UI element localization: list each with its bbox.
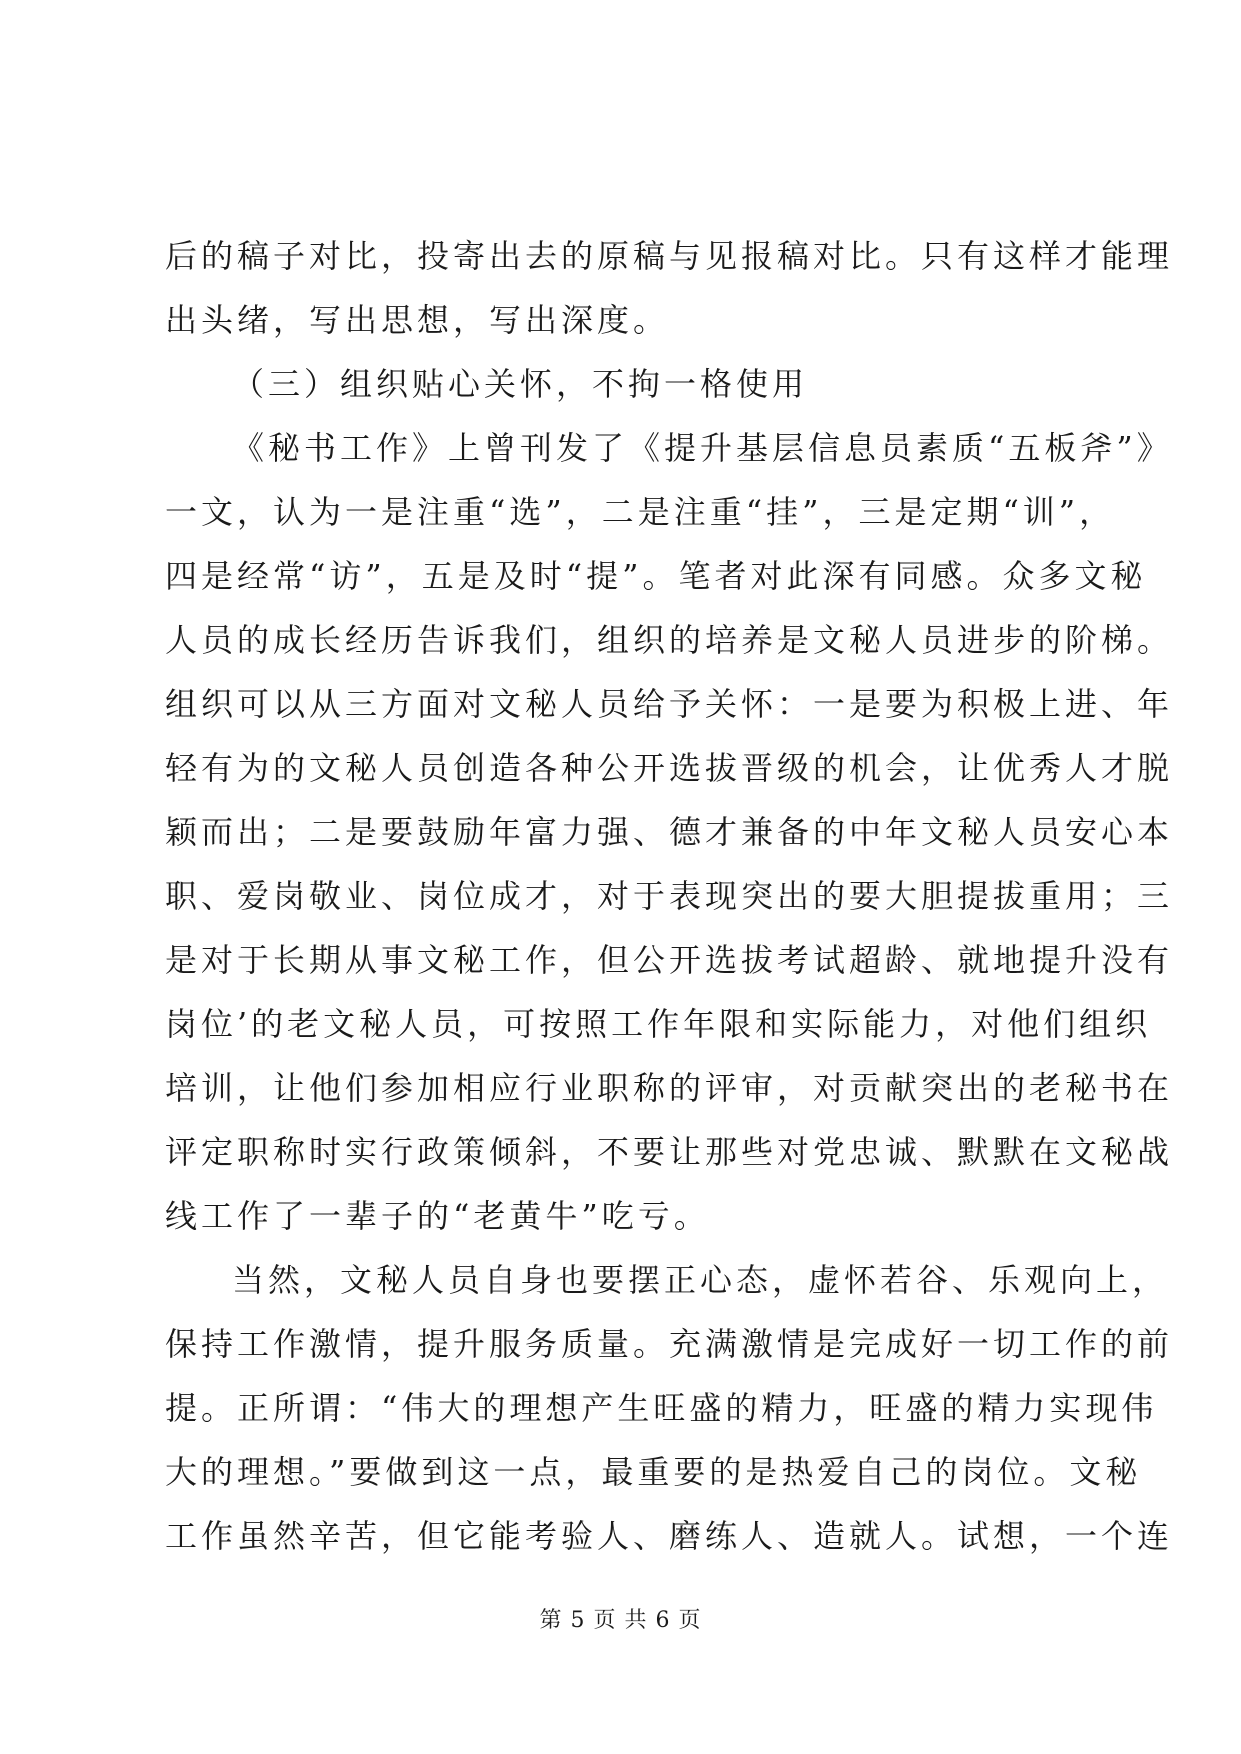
- body-text-line: 岗位’的老文秘人员，可按照工作年限和实际能力，对他们组织: [165, 1005, 1152, 1043]
- body-text-line: 当然，文秘人员自身也要摆正心态，虚怀若谷、乐观向上，: [232, 1261, 1169, 1299]
- body-text-line: 《秘书工作》上曾刊发了《提升基层信息员素质“五板斧”》: [232, 429, 1173, 467]
- body-text-line: 出头绪，写出思想，写出深度。: [165, 301, 670, 339]
- body-text-line: 线工作了一辈子的“老黄牛”吃亏。: [165, 1197, 710, 1235]
- body-text-line: 颖而出；二是要鼓励年富力强、德才兼备的中年文秘人员安心本: [165, 813, 1174, 851]
- body-text-line: 组织可以从三方面对文秘人员给予关怀：一是要为积极上进、年: [165, 685, 1174, 723]
- body-text-line: 职、爱岗敬业、岗位成才，对于表现突出的要大胆提拔重用；三: [165, 877, 1174, 915]
- body-text-line: 轻有为的文秘人员创造各种公开选拔晋级的机会，让优秀人才脱: [165, 749, 1174, 787]
- body-text-line: 一文，认为一是注重“选”，二是注重“挂”，三是定期“训”，: [165, 493, 1116, 531]
- page-number-footer: 第 5 页 共 6 页: [539, 1608, 702, 1633]
- body-text-line: 评定职称时实行政策倾斜，不要让那些对党忠诚、默默在文秘战: [165, 1133, 1174, 1171]
- body-text-line: 工作虽然辛苦，但它能考验人、磨练人、造就人。试想，一个连: [165, 1517, 1174, 1555]
- section-heading: （三）组织贴心关怀，不拘一格使用: [232, 365, 809, 403]
- body-text-line: 后的稿子对比，投寄出去的原稿与见报稿对比。只有这样才能理: [165, 237, 1174, 275]
- body-text-line: 提。正所谓：“伟大的理想产生旺盛的精力，旺盛的精力实现伟: [165, 1389, 1158, 1427]
- body-text-line: 保持工作激情，提升服务质量。充满激情是完成好一切工作的前: [165, 1325, 1174, 1363]
- body-text-line: 四是经常“访”，五是及时“提”。笔者对此深有同感。众多文秘: [165, 557, 1147, 595]
- body-text-line: 大的理想。”要做到这一点，最重要的是热爱自己的岗位。文秘: [165, 1453, 1142, 1491]
- body-text-line: 是对于长期从事文秘工作，但公开选拔考试超龄、就地提升没有: [165, 941, 1174, 979]
- body-text-line: 培训，让他们参加相应行业职称的评审，对贡献突出的老秘书在: [165, 1069, 1174, 1107]
- body-text-line: 人员的成长经历告诉我们，组织的培养是文秘人员进步的阶梯。: [165, 621, 1174, 659]
